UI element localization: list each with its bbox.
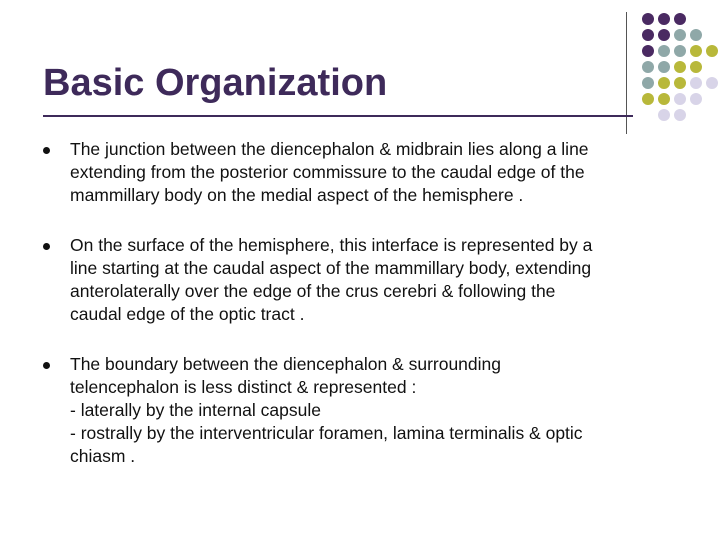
bullet-text-line: The boundary between the diencephalon & surrounding [70,354,502,374]
dot [690,93,702,105]
bullet-text-line: mammillary body on the medial aspect of the hemisphere . [70,185,524,205]
dot [690,61,702,73]
dot [642,13,654,25]
dot [674,77,686,89]
dot [642,45,654,57]
bullet-text-line: telencephalon is less distinct & represented : [70,377,417,397]
dot [690,29,702,41]
dot [658,61,670,73]
bullet-list [43,138,683,495]
bullet-item [43,234,683,326]
dot [658,93,670,105]
title-underline [43,115,633,117]
dot [642,29,654,41]
bullet-text-line: anterolaterally over the edge of the crus cerebri & following the [70,281,556,301]
dot [674,93,686,105]
dot [674,29,686,41]
dot [674,61,686,73]
dot [642,77,654,89]
bullet-text-line: extending from the posterior commissure to the caudal edge of the [70,162,585,182]
dot [642,61,654,73]
dot [658,13,670,25]
dot [690,45,702,57]
bullet-item [43,353,683,468]
dot [674,109,686,121]
dot [674,45,686,57]
bullet-text-line: On the surface of the hemisphere, this interface is represented by a [70,235,593,255]
bullet-text-line: line starting at the caudal aspect of the mammillary body, extending [70,258,592,278]
bullet-text-line: - rostrally by the interventricular foramen, lamina terminalis & optic [70,423,583,443]
bullet-text-line: caudal edge of the optic tract . [70,304,305,324]
dot [658,45,670,57]
bullet-text-line: The junction between the diencephalon & midbrain lies along a line [70,139,589,159]
dot [674,13,686,25]
dot [658,109,670,121]
bullet-dot-icon [43,147,50,154]
bullet-text-line: chiasm . [70,446,136,466]
dot [658,29,670,41]
bullet-dot-icon [43,362,50,369]
dot [706,77,718,89]
bullet-text-line: - laterally by the internal capsule [70,400,321,420]
dot [658,77,670,89]
bullet-item [43,138,683,207]
bullet-dot-icon [43,243,50,250]
slide-title: Basic Organization [43,62,388,104]
dot [642,93,654,105]
dot [690,77,702,89]
dot [706,45,718,57]
